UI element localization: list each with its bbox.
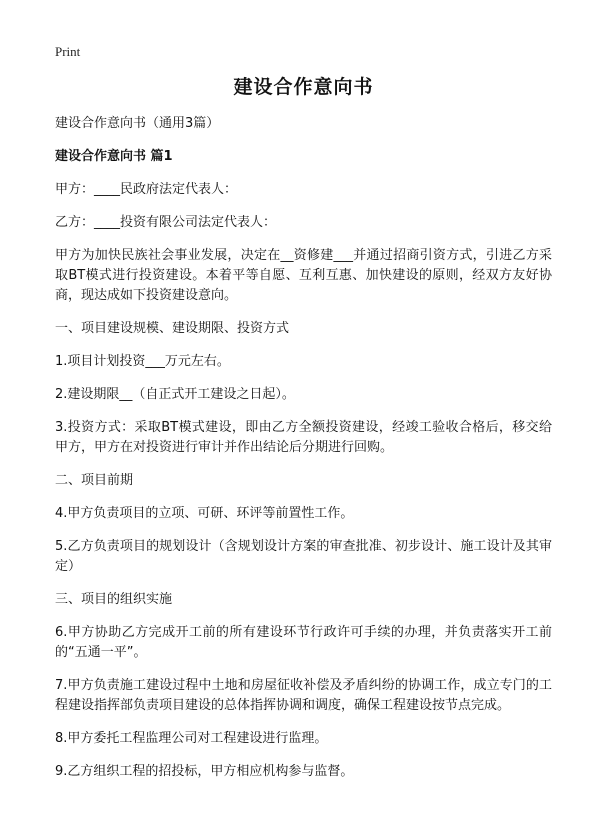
clause-1: 1.项目计划投资___万元左右。	[55, 354, 230, 369]
clause-9: 9.乙方组织工程的招投标，甲方相应机构参与监督。	[55, 764, 354, 779]
clause-5: 5.乙方负责项目的规划设计（含规划设计方案的审查批准、初步设计、施工设计及其审定）	[55, 539, 552, 574]
clause-6: 6.甲方协助乙方完成开工前的所有建设环节行政许可手续的办理，并负责落实开工前的“五通一平”。	[55, 625, 552, 660]
heading-three: 三、项目的组织实施	[55, 592, 173, 607]
print-label[interactable]: Print	[55, 44, 81, 59]
clause-8: 8.甲方委托工程监理公司对工程建设进行监理。	[55, 731, 328, 746]
section-heading: 建设合作意向书 篇1	[55, 149, 173, 164]
clause-7: 7.甲方负责施工建设过程中土地和房屋征收补偿及矛盾纠纷的协调工作，成立专门的工程建设指挥部负责项目建设的总体指挥协调和调度，确保工程建设按节点完成。	[55, 678, 552, 713]
intro-paragraph: 甲方为加快民族社会事业发展，决定在__资修建___并通过招商引资方式，引进乙方采取BT模式进行投资建设。本着平等自愿、互利互惠、加快建设的原则，经双方友好协商，现达成如下投资建设意向。	[55, 248, 552, 303]
document-subtitle: 建设合作意向书（通用3篇）	[55, 116, 220, 131]
document-title: 建设合作意向书	[233, 76, 374, 98]
clause-3: 3.投资方式：采取BT模式建设，即由乙方全额投资建设，经竣工验收合格后，移交给甲方，甲方在对投资进行审计并作出结论后分期进行回购。	[55, 420, 552, 455]
heading-two: 二、项目前期	[55, 473, 134, 488]
clause-2: 2.建设期限__（自正式开工建设之日起）。	[55, 387, 295, 402]
heading-one: 一、项目建设规模、建设期限、投资方式	[55, 321, 290, 336]
clause-4: 4.甲方负责项目的立项、可研、环评等前置性工作。	[55, 506, 354, 521]
party-b-line: 乙方：____投资有限公司法定代表人：	[55, 215, 277, 230]
party-a-line: 甲方：____民政府法定代表人：	[55, 182, 238, 197]
